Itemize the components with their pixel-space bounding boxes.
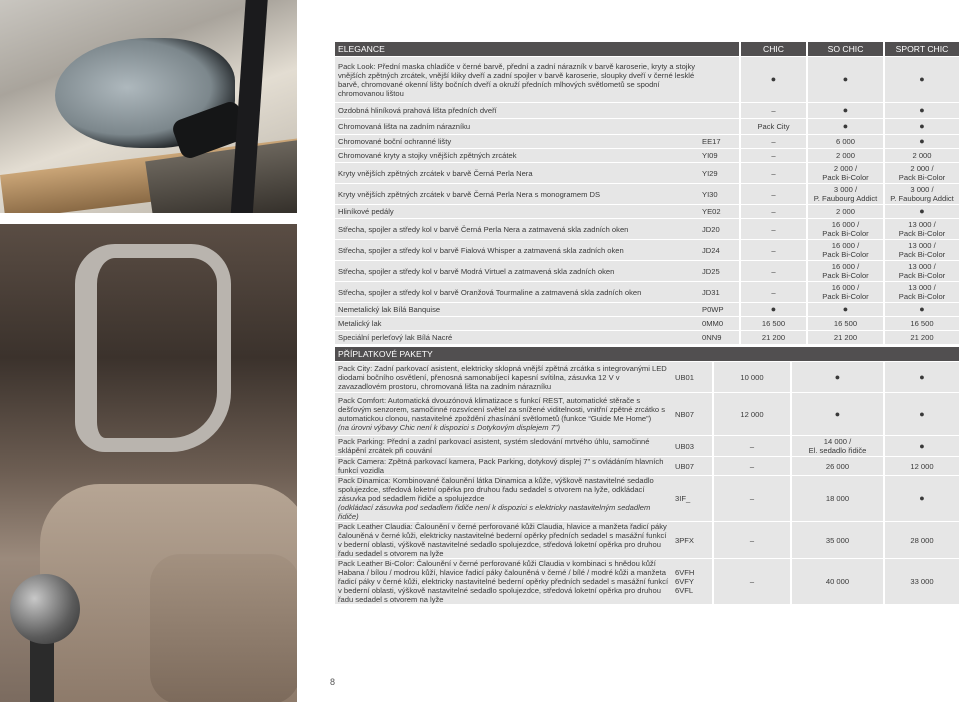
value-subtext: Pack Bi-Color — [822, 271, 869, 280]
value-text: 2 000 — [912, 151, 932, 160]
value-subtext: Pack Bi-Color — [898, 250, 946, 259]
row-value-c3 — [883, 261, 959, 282]
value-text: 3 000 / — [833, 185, 858, 194]
value-text: ● — [919, 408, 925, 419]
row-value-c2 — [790, 436, 883, 457]
value-text: ● — [919, 121, 925, 131]
row-description-text: Pack Comfort: Automatická dvouzónová klimatizace s funkcí REST, automatické stěrače s dešťovým senzorem, samočinné rozsvícení světel za snížené viditelnosti, vnitřní zpětné zrcátko s automatickou clonou, nastavitelné zpoždění zhasínání světlometů (funkce “Guide Me Home”) — [338, 396, 665, 423]
photo-door-handle — [75, 244, 231, 452]
value-text: 14 000 / — [823, 437, 852, 446]
row-value-c1 — [712, 457, 790, 476]
row-code: JD25 — [699, 261, 739, 282]
value-text: ● — [842, 304, 849, 314]
value-text: 3 000 / — [910, 185, 934, 194]
value-text: ● — [919, 74, 925, 84]
value-text: – — [749, 441, 755, 451]
row-code: 0MM0 — [699, 317, 739, 331]
table-row — [335, 240, 959, 261]
value-text: Pack City — [757, 122, 790, 131]
row-value-c1 — [739, 163, 806, 184]
value-text: ● — [842, 105, 849, 115]
row-value-c2 — [790, 522, 883, 559]
row-value-c2 — [806, 240, 883, 261]
table-row — [335, 393, 959, 436]
row-code: 0NN9 — [699, 331, 739, 345]
row-description-text: Pack Dinamica: Kombinované čalounění látka Dinamica a kůže, výškově nastavitelné sedadlo spolujezdce, středová loketní opěrka pro druhou řadu sedadel s otvorem na lyže, odkládací zásuvka pod sedadlem řidiče a spolujezdce — [338, 476, 654, 503]
row-value-c2 — [806, 331, 883, 345]
row-value-c2 — [806, 119, 883, 135]
value-text: 16 500 — [761, 319, 786, 328]
row-value-c1 — [739, 135, 806, 149]
elegance-title: ELEGANCE — [335, 42, 739, 57]
row-description-text: Pack Leather Bi-Color: Čalounění v černé perforované kůži Claudia v kombinaci s hnědou kůží Habana / bílou / modrou kůží, hlavice řadicí páky čalouněná v černé / bílé / modré kůži a manžeta řadicí páky v černé kůži, elektricky nastavitelné bederní opěrky předních sedadel s masážní funkcí v bederní oblasti, výškově nastavitelné sedadlo spolujezdce, středová loketní opěrka pro druhou řadu sedadel s otvorem na lyže — [338, 559, 669, 604]
row-description — [335, 163, 699, 184]
row-value-c1 — [712, 476, 790, 522]
value-text: ● — [770, 304, 777, 314]
row-description-text: Střecha, spojler a středy kol v barvě Oranžová Tourmaline a zatmavená skla zadních oken — [338, 287, 642, 297]
packs-header-row — [335, 347, 959, 362]
row-value-c1 — [712, 393, 790, 436]
row-value-c2 — [790, 362, 883, 393]
packs-table — [335, 347, 959, 605]
value-text: 21 200 — [910, 333, 934, 342]
value-text: 2 000 — [835, 207, 855, 216]
row-value-c3 — [883, 57, 959, 103]
table-row — [335, 362, 959, 393]
row-description-text: Nemetalický lak Bílá Banquise — [338, 305, 441, 314]
row-value-c1 — [739, 149, 806, 163]
table-row — [335, 303, 959, 317]
row-value-c2 — [790, 457, 883, 476]
value-text: 13 000 / — [908, 262, 936, 271]
value-text: 28 000 — [910, 535, 934, 545]
value-text: – — [771, 151, 776, 160]
row-value-c2 — [806, 163, 883, 184]
value-text: – — [771, 224, 776, 234]
value-text: – — [771, 106, 776, 115]
row-value-c2 — [790, 559, 883, 605]
value-text: 6 000 — [835, 137, 855, 146]
row-value-c3 — [883, 103, 959, 119]
table-row — [335, 476, 959, 522]
value-text: – — [749, 535, 755, 545]
row-value-c1 — [739, 119, 806, 135]
value-text: 10 000 — [740, 372, 764, 382]
row-description — [335, 282, 699, 303]
value-text: ● — [919, 304, 925, 314]
row-value-c2 — [806, 135, 883, 149]
row-value-c1 — [712, 362, 790, 393]
row-code: YI30 — [699, 184, 739, 205]
col-sport-chic: SPORT CHIC — [883, 42, 959, 57]
row-value-c1 — [739, 103, 806, 119]
value-subtext: Pack Bi-Color — [898, 173, 946, 182]
row-value-c2 — [806, 261, 883, 282]
value-text: ● — [834, 371, 841, 382]
table-row — [335, 119, 959, 135]
row-value-c1 — [712, 559, 790, 605]
value-text: – — [749, 494, 755, 503]
row-description-text: Pack Look: Přední maska chladiče v černé barvě, přední a zadní nárazník v barvě karoserie, kryty a stojky vnějších zpětných zrcátek, vnější kliky dveří a zadní spojler v barvě karoserie, sloupky dveří v černé lesklé barvě, chromované okenní lišty bočních dveří a okruží předních mlhových světlometů se spodní chromovanou lištou — [338, 61, 696, 98]
row-code: UB03 — [672, 436, 712, 457]
value-text: 16 500 — [833, 319, 858, 328]
row-description — [335, 436, 672, 457]
row-code: P0WP — [699, 303, 739, 317]
value-subtext: P. Faubourg Addict — [813, 194, 878, 203]
row-code: UB01 — [672, 362, 712, 393]
table-row — [335, 57, 959, 103]
row-value-c1 — [739, 317, 806, 331]
row-value-c3 — [883, 149, 959, 163]
row-description — [335, 57, 699, 103]
value-subtext: El. sedadlo řidiče — [808, 446, 867, 455]
row-value-c3 — [883, 184, 959, 205]
value-text: ● — [770, 74, 777, 84]
row-value-c2 — [790, 476, 883, 522]
value-text: 33 000 — [910, 577, 934, 586]
row-value-c2 — [806, 57, 883, 103]
value-text: 16 500 — [910, 319, 934, 328]
row-value-c2 — [806, 184, 883, 205]
row-value-c1 — [712, 436, 790, 457]
value-subtext: Pack Bi-Color — [898, 229, 946, 238]
value-text: ● — [834, 408, 841, 419]
elegance-table — [335, 42, 959, 345]
row-value-c2 — [806, 149, 883, 163]
value-text: 21 200 — [833, 333, 858, 342]
row-description-text: Pack Parking: Přední a zadní parkovací asistent, systém sledování mrtvého úhlu, samočinné sklápění zrcátek při couvání — [338, 437, 650, 455]
row-description-text: Chromovaná lišta na zadním nárazníku — [338, 122, 471, 131]
row-description — [335, 205, 699, 219]
value-text: – — [771, 137, 776, 146]
row-value-c1 — [739, 261, 806, 282]
elegance-header-row — [335, 42, 959, 57]
col-so-chic: SO CHIC — [806, 42, 883, 57]
row-value-c3 — [883, 303, 959, 317]
row-code: UB07 — [672, 457, 712, 476]
value-subtext: P. Faubourg Addict — [890, 194, 954, 203]
photo-gear-knob — [10, 574, 80, 644]
value-text: 35 000 — [825, 535, 850, 545]
value-text: 13 000 / — [908, 283, 936, 292]
value-subtext: Pack Bi-Color — [898, 292, 946, 301]
value-subtext: Pack Bi-Color — [898, 271, 946, 280]
value-text: ● — [919, 440, 925, 451]
row-value-c2 — [806, 219, 883, 240]
row-value-c1 — [739, 282, 806, 303]
row-code: YE02 — [699, 205, 739, 219]
value-text: 13 000 / — [908, 241, 936, 250]
value-text: – — [771, 189, 776, 199]
row-note: (na úrovni výbavy Chic není k dispozici s Dotykovým displejem 7”) — [338, 423, 560, 432]
row-value-c3 — [883, 119, 959, 135]
row-description-text: Metalický lak — [338, 319, 382, 328]
row-value-c1 — [739, 184, 806, 205]
row-value-c1 — [739, 205, 806, 219]
table-row — [335, 261, 959, 282]
table-row — [335, 135, 959, 149]
table-row — [335, 522, 959, 559]
row-description-text: Chromované boční ochranné lišty — [338, 137, 452, 146]
row-code — [699, 103, 739, 119]
row-description — [335, 362, 672, 393]
value-text: – — [771, 168, 776, 178]
value-text: ● — [919, 371, 925, 382]
value-text: 16 000 / — [831, 220, 860, 229]
value-subtext: Pack Bi-Color — [822, 173, 869, 182]
value-text: 12 000 — [740, 409, 764, 419]
row-description — [335, 149, 699, 163]
value-text: – — [749, 461, 755, 471]
row-value-c3 — [883, 393, 959, 436]
row-description — [335, 135, 699, 149]
packs-title: PŘÍPLATKOVÉ PAKETY — [335, 347, 959, 362]
table-row — [335, 205, 959, 219]
value-subtext: Pack Bi-Color — [822, 250, 869, 259]
value-text: – — [771, 207, 776, 216]
row-description — [335, 331, 699, 345]
row-description-text: Speciální perleťový lak Bílá Nacré — [338, 333, 453, 342]
row-value-c3 — [883, 476, 959, 522]
table-row — [335, 331, 959, 345]
value-text: ● — [842, 121, 849, 131]
photo-seat-cushion — [150, 554, 297, 702]
row-value-c1 — [739, 303, 806, 317]
row-value-c3 — [883, 559, 959, 605]
table-row — [335, 219, 959, 240]
value-text: 2 000 / — [910, 164, 934, 173]
table-row — [335, 149, 959, 163]
row-code: 6VFH 6VFY 6VFL — [672, 559, 712, 605]
row-description — [335, 393, 672, 436]
value-text: ● — [919, 136, 925, 146]
row-value-c1 — [739, 331, 806, 345]
value-text: 2 000 / — [833, 164, 858, 173]
row-description-text: Střecha, spojler a středy kol v barvě Fialová Whisper a zatmavená skla zadních oken — [338, 245, 624, 255]
value-text: 16 000 / — [831, 241, 860, 250]
row-description-text: Ozdobná hliníková prahová lišta předních dveří — [338, 106, 497, 115]
row-description — [335, 103, 699, 119]
col-chic: CHIC — [739, 42, 806, 57]
row-code — [699, 57, 739, 103]
table-row — [335, 282, 959, 303]
value-text: 16 000 / — [831, 262, 860, 271]
row-description-text: Pack Camera: Zpětná parkovací kamera, Pack Parking, dotykový displej 7” s ovládáním hlavních funkcí vozidla — [338, 457, 664, 475]
value-text: – — [771, 287, 776, 297]
value-text: ● — [919, 105, 925, 115]
row-value-c2 — [806, 303, 883, 317]
value-text: 26 000 — [825, 461, 850, 471]
row-value-c3 — [883, 163, 959, 184]
row-description — [335, 522, 672, 559]
row-value-c3 — [883, 362, 959, 393]
row-value-c2 — [806, 282, 883, 303]
row-value-c1 — [739, 219, 806, 240]
value-text: – — [749, 577, 755, 586]
row-code: 3PFX — [672, 522, 712, 559]
row-description — [335, 559, 672, 605]
row-value-c3 — [883, 219, 959, 240]
row-code: YI29 — [699, 163, 739, 184]
row-code — [699, 119, 739, 135]
row-value-c3 — [883, 240, 959, 261]
row-description — [335, 240, 699, 261]
value-subtext: Pack Bi-Color — [822, 292, 869, 301]
row-description — [335, 476, 672, 522]
value-text: 2 000 — [835, 151, 855, 160]
row-description — [335, 317, 699, 331]
row-description-text: Kryty vnějších zpětných zrcátek v barvě Černá Perla Nera s monogramem DS — [338, 189, 601, 199]
row-description-text: Chromované kryty a stojky vnějších zpětných zrcátek — [338, 151, 517, 160]
row-code: JD31 — [699, 282, 739, 303]
row-value-c3 — [883, 282, 959, 303]
row-code: JD20 — [699, 219, 739, 240]
row-code: EE17 — [699, 135, 739, 149]
value-text: – — [771, 245, 776, 255]
table-row — [335, 559, 959, 605]
page-number: 8 — [330, 677, 336, 687]
row-description — [335, 219, 699, 240]
row-description — [335, 303, 699, 317]
row-description-text: Pack Leather Claudia: Čalounění v černé perforované kůži Claudia, hlavice a manžeta řadicí páky čalouněná v černé kůži, elektricky nastavitelné bederní opěrky předních sedadel s masážní funkcí v bederní oblasti, výškově nastavitelné sedadlo spolujezdce, středová loketní opěrka pro druhou řadu sedadel s otvorem na lyže — [338, 522, 667, 558]
row-value-c3 — [883, 457, 959, 476]
row-code: NB07 — [672, 393, 712, 436]
photo-door-panel — [145, 139, 297, 213]
table-row — [335, 436, 959, 457]
row-value-c2 — [790, 393, 883, 436]
value-text: 21 200 — [761, 333, 786, 342]
value-text: ● — [842, 74, 849, 84]
row-value-c3 — [883, 317, 959, 331]
photo-gear-stick — [30, 634, 54, 702]
row-description-text: Pack City: Zadní parkovací asistent, elektricky sklopná vnější zpětná zrcátka s integrovanými LED diodami bočního osvětlení, přenosná samonabíjecí kapesní svítilna, zásuvka 12 V v zavazadlovém prostoru, chromovaná lišta na zadním nárazníku — [338, 363, 667, 391]
table-row — [335, 184, 959, 205]
table-row — [335, 163, 959, 184]
row-code: YI09 — [699, 149, 739, 163]
value-text: ● — [919, 493, 925, 503]
row-value-c1 — [712, 522, 790, 559]
row-value-c3 — [883, 522, 959, 559]
row-description-text: Střecha, spojler a středy kol v barvě Modrá Virtuel a zatmavená skla zadních oken — [338, 266, 615, 276]
row-description-text: Kryty vnějších zpětných zrcátek v barvě Černá Perla Nera — [338, 168, 533, 178]
row-description — [335, 119, 699, 135]
row-value-c2 — [806, 205, 883, 219]
table-row — [335, 103, 959, 119]
row-value-c1 — [739, 240, 806, 261]
value-text: 13 000 / — [908, 220, 936, 229]
value-subtext: Pack Bi-Color — [822, 229, 869, 238]
row-value-c3 — [883, 436, 959, 457]
value-text: 12 000 — [910, 461, 934, 471]
row-description — [335, 184, 699, 205]
value-text: 40 000 — [825, 577, 850, 586]
row-description-text: Střecha, spojler a středy kol v barvě Černá Perla Nera a zatmavená skla zadních oken — [338, 224, 629, 234]
row-value-c2 — [806, 317, 883, 331]
row-description — [335, 457, 672, 476]
row-code: 3IF_ — [672, 476, 712, 522]
row-value-c3 — [883, 135, 959, 149]
value-text: – — [771, 266, 776, 276]
row-value-c3 — [883, 331, 959, 345]
row-note: (odkládací zásuvka pod sedadlem řidiče není k dispozici s elektricky nastavitelným sedadlem řidiče) — [338, 503, 651, 521]
photo-interior — [0, 224, 297, 702]
value-text: 18 000 — [825, 494, 850, 503]
value-text: 16 000 / — [831, 283, 860, 292]
row-value-c3 — [883, 205, 959, 219]
photo-side-mirror — [0, 0, 297, 213]
table-row — [335, 457, 959, 476]
row-description-text: Hliníkové pedály — [338, 207, 394, 216]
table-row — [335, 317, 959, 331]
row-code: JD24 — [699, 240, 739, 261]
row-description — [335, 261, 699, 282]
row-value-c1 — [739, 57, 806, 103]
value-text: ● — [919, 206, 925, 216]
row-value-c2 — [806, 103, 883, 119]
